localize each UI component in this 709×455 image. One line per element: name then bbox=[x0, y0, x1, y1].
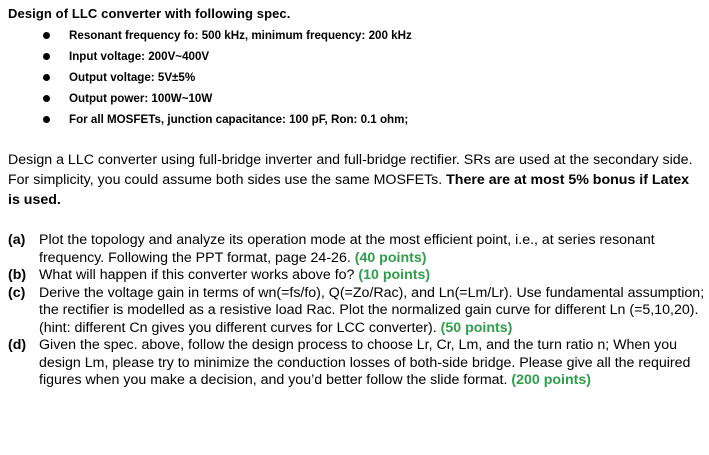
bullet-icon bbox=[43, 74, 50, 81]
spec-list bbox=[0, 25, 412, 130]
bullet-icon bbox=[43, 116, 50, 123]
question-points: (40 points) bbox=[354, 249, 427, 266]
bullet-icon bbox=[43, 53, 50, 60]
intro-text: Design a LLC converter using full-bridge inverter and full-bridge rectifier. SRs are used at the secondary side. For simplicity, you could assume both sides use the same MOSFETs. bbox=[8, 152, 693, 188]
question-item bbox=[8, 285, 708, 338]
intro-paragraph bbox=[8, 150, 703, 210]
page-title: Design of LLC converter with following spec. bbox=[8, 6, 291, 21]
question-label: (d) bbox=[8, 337, 27, 353]
spec-item bbox=[0, 46, 412, 67]
question-points: (10 points) bbox=[358, 267, 431, 283]
question-text: Derive the voltage gain in terms of wn(=fs/fo), Q(=Zo/Rac), and Ln(=Lm/Lr). Use fundamental assumption; the rectifier is modelled as a resistive load Rac. Plot the normalized gain curve for different Ln (=5,10,20). (hint: different Cn gives you different curves for LCC converter). bbox=[39, 284, 705, 336]
spec-item bbox=[0, 109, 412, 130]
spec-item bbox=[0, 67, 412, 88]
spec-item bbox=[0, 88, 412, 109]
question-points: (50 points) bbox=[440, 319, 513, 336]
question-item bbox=[8, 232, 708, 267]
bonus-note: There are at most 5% bonus if Latex is used. bbox=[8, 172, 689, 208]
bullet-icon bbox=[43, 95, 50, 102]
question-text: Plot the topology and analyze its operation mode at the most efficient point, i.e., at series resonant frequency. Following the PPT format, page 24-26. bbox=[39, 232, 655, 266]
spec-text: Output voltage: 5V±5% bbox=[69, 71, 196, 84]
question-points: (200 points) bbox=[511, 372, 592, 388]
spec-text: For all MOSFETs, junction capacitance: 100 pF, Ron: 0.1 ohm; bbox=[69, 113, 409, 126]
bullet-icon bbox=[43, 32, 50, 39]
question-item bbox=[8, 267, 708, 285]
spec-text: Output power: 100W~10W bbox=[69, 92, 213, 105]
question-text: What will happen if this converter works above fo? bbox=[39, 267, 359, 283]
question-label: (b) bbox=[8, 267, 27, 283]
question-text: Given the spec. above, follow the design process to choose Lr, Cr, Lm, and the turn ratio n; When you design Lm, please try to minimize the conduction losses of both-side bridge. Please give all the required figures when you make a decision, and you’d better follow the slide format. bbox=[39, 337, 691, 388]
spec-item bbox=[0, 25, 412, 46]
question-label: (a) bbox=[8, 232, 26, 248]
question-item bbox=[8, 337, 708, 390]
spec-text: Resonant frequency fo: 500 kHz, minimum frequency: 200 kHz bbox=[69, 29, 412, 42]
question-label: (c) bbox=[8, 284, 26, 301]
spec-text: Input voltage: 200V~400V bbox=[69, 50, 210, 63]
question-list bbox=[8, 232, 708, 390]
